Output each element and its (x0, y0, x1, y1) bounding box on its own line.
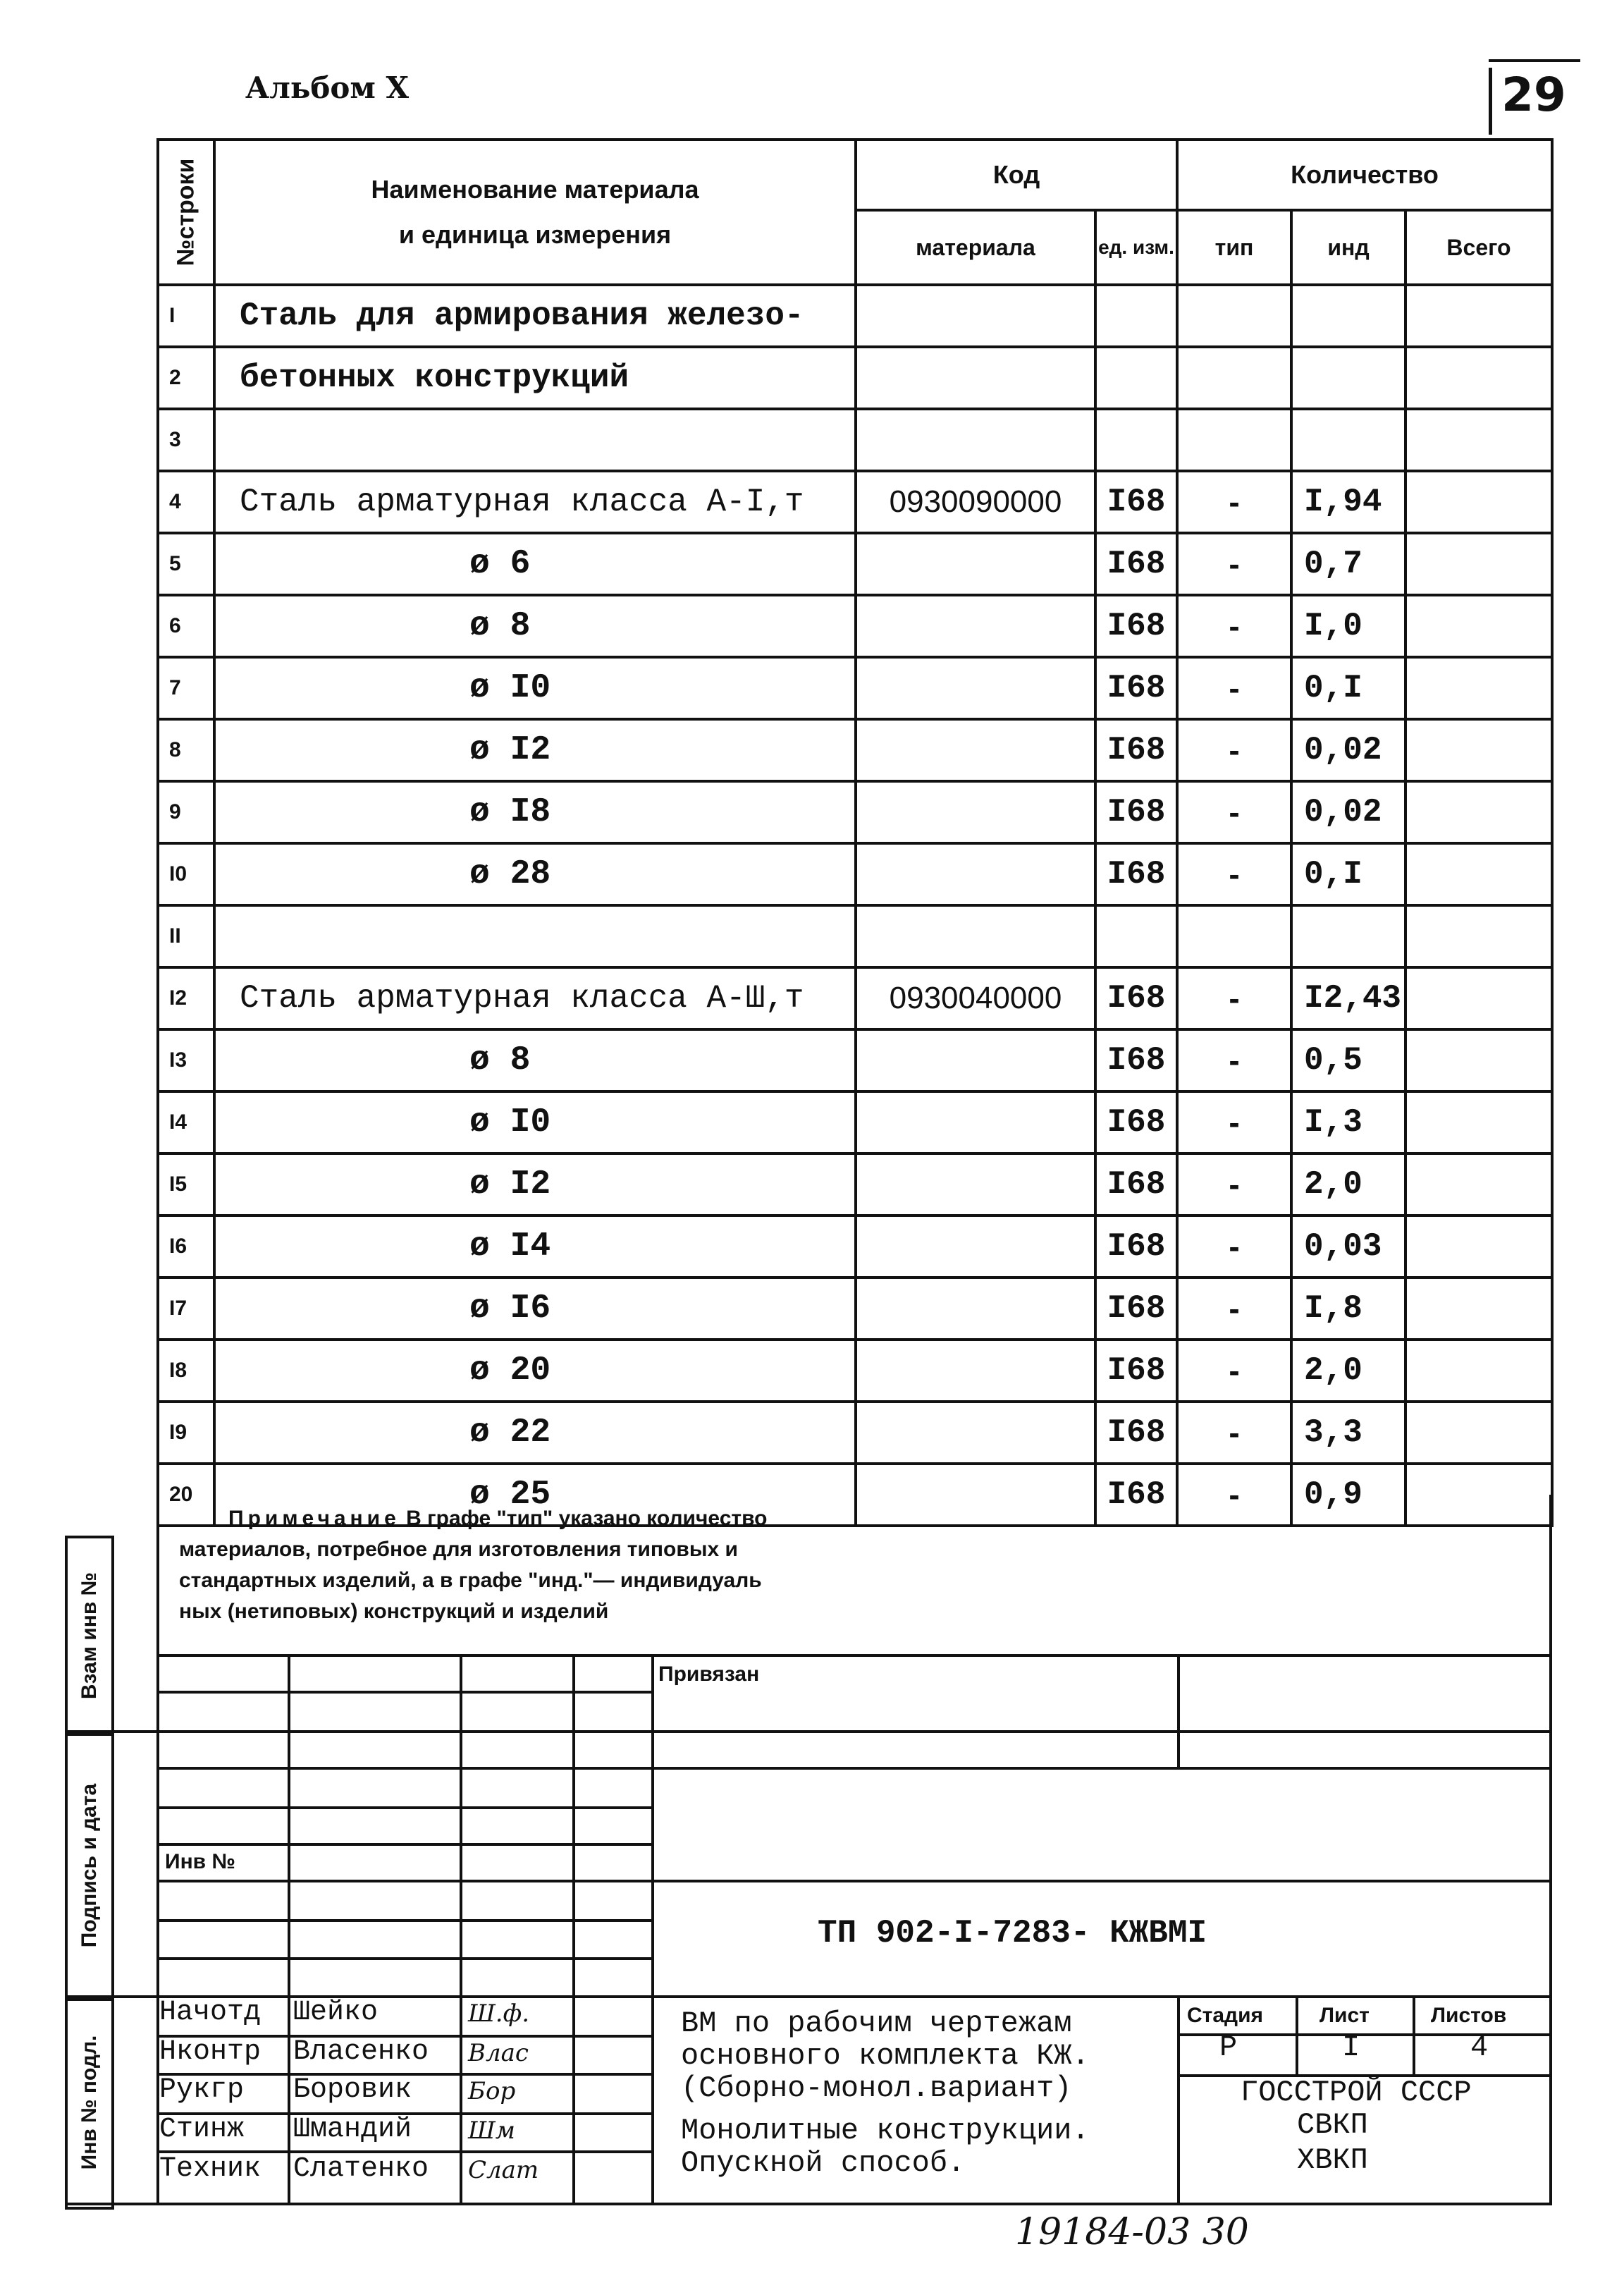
material-code (856, 1091, 1095, 1153)
tb-sheet-value: I (1342, 2031, 1360, 2064)
qty-total (1405, 471, 1552, 533)
tb-line (156, 1806, 653, 1809)
note-line-3: стандартных изделий, а в графе "инд."— индивидуаль (179, 1569, 762, 1592)
qty-ind: 2,0 (1291, 1153, 1405, 1216)
album-label: Альбом X (245, 71, 410, 105)
material-code (856, 533, 1095, 595)
qty-total (1405, 1464, 1552, 1526)
qty-ind: 0,I (1291, 657, 1405, 719)
tb-line (156, 1880, 1552, 1882)
row-number: I6 (158, 1216, 214, 1278)
row-number: 3 (158, 409, 214, 471)
table-row (158, 533, 1552, 595)
row-number: I5 (158, 1153, 214, 1216)
material-name (214, 409, 856, 471)
unit-code: I68 (1095, 1029, 1177, 1091)
note-line-1: В графе "тип" указано количество (406, 1507, 768, 1530)
material-name: ø 6 (214, 533, 856, 595)
material-code (856, 347, 1095, 409)
qty-total (1405, 905, 1552, 967)
qty-ind: 2,0 (1291, 1340, 1405, 1402)
unit-code: I68 (1095, 1340, 1177, 1402)
qty-tip: - (1177, 471, 1291, 533)
tb-org-2: СВКП (1297, 2108, 1368, 2142)
material-name: ø 8 (214, 595, 856, 657)
qty-ind: I,94 (1291, 471, 1405, 533)
table-row (158, 1340, 1552, 1402)
row-number: I3 (158, 1029, 214, 1091)
tb-desc-line: Опускной способ. (681, 2146, 966, 2180)
staff-signature: Слат (468, 2156, 539, 2184)
tb-inv-no: Инв № (165, 1850, 235, 1873)
tb-sheets-label: Листов (1431, 2004, 1507, 2027)
note-line-4: ных (нетиповых) конструкций и изделий (179, 1600, 609, 1623)
unit-code: I68 (1095, 719, 1177, 781)
material-code (856, 1402, 1095, 1464)
staff-signature: Шм (468, 2117, 515, 2145)
qty-ind: 0,9 (1291, 1464, 1405, 1526)
document-code: ТП 902-I-7283- КЖВМI (818, 1915, 1207, 1952)
table-row (158, 595, 1552, 657)
tb-org-1: ГОССТРОЙ СССР (1241, 2076, 1472, 2110)
unit-code (1095, 905, 1177, 967)
material-code (856, 1153, 1095, 1216)
table-row (158, 905, 1552, 967)
qty-total (1405, 347, 1552, 409)
qty-ind: 0,02 (1291, 781, 1405, 843)
qty-ind: 0,7 (1291, 533, 1405, 595)
qty-tip: - (1177, 1153, 1291, 1216)
table-row (158, 657, 1552, 719)
tb-privyazan: Привязан (658, 1663, 760, 1686)
header-qty-total: Всего (1405, 210, 1552, 285)
staff-name: Боровик (293, 2074, 412, 2106)
qty-total (1405, 1340, 1552, 1402)
material-spec-table (156, 138, 1554, 1527)
table-row (158, 719, 1552, 781)
staff-name: Власенко (293, 2036, 429, 2068)
material-code (856, 905, 1095, 967)
unit-code: I68 (1095, 595, 1177, 657)
row-number: 8 (158, 719, 214, 781)
row-number: I (158, 285, 214, 347)
qty-tip (1177, 409, 1291, 471)
material-name: ø 20 (214, 1340, 856, 1402)
unit-code: I68 (1095, 1216, 1177, 1278)
material-name: ø 8 (214, 1029, 856, 1091)
row-number: I4 (158, 1091, 214, 1153)
row-number: II (158, 905, 214, 967)
qty-tip: - (1177, 719, 1291, 781)
unit-code: I68 (1095, 471, 1177, 533)
header-code: Код (856, 140, 1177, 210)
note-block (179, 1503, 1025, 1627)
material-name: Сталь арматурная класса А-Ш,т (214, 967, 856, 1029)
unit-code (1095, 285, 1177, 347)
qty-ind: I,3 (1291, 1091, 1405, 1153)
material-name: бетонных конструкций (214, 347, 856, 409)
header-qty-ind: инд (1291, 210, 1405, 285)
material-name: ø I4 (214, 1216, 856, 1278)
qty-ind (1291, 285, 1405, 347)
tb-line (156, 1843, 653, 1846)
qty-tip: - (1177, 1278, 1291, 1340)
tb-desc-line: Монолитные конструкции. (681, 2114, 1090, 2148)
qty-tip: - (1177, 1216, 1291, 1278)
tb-col (460, 1654, 462, 2204)
row-number: 5 (158, 533, 214, 595)
row-number: I9 (158, 1402, 214, 1464)
table-row (158, 1091, 1552, 1153)
qty-total (1405, 657, 1552, 719)
material-code: 0930040000 (856, 967, 1095, 1029)
unit-code: I68 (1095, 657, 1177, 719)
staff-signature: Бор (468, 2077, 516, 2105)
sheet-number-divider (1489, 68, 1492, 135)
staff-role: Нконтр (159, 2036, 262, 2068)
staff-name: Шейко (293, 1997, 379, 2028)
header-qty-tip: тип (1177, 210, 1291, 285)
qty-ind: I,0 (1291, 595, 1405, 657)
staff-signature: Влас (468, 2039, 529, 2067)
row-number: I2 (158, 967, 214, 1029)
tb-desc-line: ВМ по рабочим чертежам (681, 2007, 1072, 2040)
note-line-2: материалов, потребное для изготовления типовых и (179, 1538, 738, 1561)
material-code (856, 285, 1095, 347)
qty-tip: - (1177, 533, 1291, 595)
material-name (214, 905, 856, 967)
unit-code: I68 (1095, 843, 1177, 905)
row-number: 20 (158, 1464, 214, 1526)
unit-code: I68 (1095, 1153, 1177, 1216)
material-name: Сталь для армирования железо- (214, 285, 856, 347)
tb-col (1413, 1995, 1415, 2074)
qty-tip (1177, 905, 1291, 967)
row-number: I8 (158, 1340, 214, 1402)
material-name: ø 22 (214, 1402, 856, 1464)
footer-handwritten-number: 19184-03 30 (1015, 2211, 1249, 2253)
material-name: ø I8 (214, 781, 856, 843)
row-number: I7 (158, 1278, 214, 1340)
material-code (856, 657, 1095, 719)
material-code (856, 1216, 1095, 1278)
tb-line (109, 1730, 1552, 1733)
tb-col (288, 1654, 290, 2204)
qty-ind: 0,5 (1291, 1029, 1405, 1091)
qty-tip: - (1177, 967, 1291, 1029)
material-name: ø I0 (214, 657, 856, 719)
spec-table-body (158, 285, 1552, 1526)
material-code (856, 595, 1095, 657)
material-name: ø I6 (214, 1278, 856, 1340)
table-row (158, 967, 1552, 1029)
tb-line (156, 1691, 653, 1694)
qty-tip: - (1177, 1029, 1291, 1091)
unit-code: I68 (1095, 967, 1177, 1029)
margin-replace-inv: Взам инв № (65, 1536, 114, 1736)
material-name: ø I2 (214, 1153, 856, 1216)
tb-desc-line: (Сборно-монол.вариант) (681, 2071, 1072, 2105)
material-code (856, 843, 1095, 905)
header-material-name: Наименование материала и единица измерения (214, 140, 856, 285)
qty-ind: I,8 (1291, 1278, 1405, 1340)
header-code-unit: ед. изм. (1095, 210, 1177, 285)
table-row (158, 285, 1552, 347)
header-code-material: материала (856, 210, 1095, 285)
qty-total (1405, 533, 1552, 595)
tb-line (156, 1767, 1552, 1770)
material-code (856, 1278, 1095, 1340)
qty-total (1405, 1278, 1552, 1340)
table-row (158, 1216, 1552, 1278)
row-number: 7 (158, 657, 214, 719)
qty-ind (1291, 409, 1405, 471)
tb-line (156, 1919, 653, 1922)
tb-col (1177, 1995, 1180, 2204)
qty-ind: 3,3 (1291, 1402, 1405, 1464)
staff-signature: Ш.ф. (468, 2000, 530, 2028)
table-row (158, 1402, 1552, 1464)
tb-col (651, 1654, 654, 2204)
material-code (856, 1029, 1095, 1091)
qty-tip: - (1177, 595, 1291, 657)
qty-total (1405, 1216, 1552, 1278)
tb-sheets-value: 4 (1470, 2031, 1489, 2064)
qty-tip: - (1177, 1402, 1291, 1464)
qty-tip: - (1177, 1340, 1291, 1402)
unit-code: I68 (1095, 1091, 1177, 1153)
tb-sheet-label: Лист (1320, 2004, 1370, 2027)
staff-name: Слатенко (293, 2153, 429, 2185)
qty-ind (1291, 905, 1405, 967)
row-number: I0 (158, 843, 214, 905)
row-number: 6 (158, 595, 214, 657)
tb-stage-value: Р (1219, 2031, 1238, 2064)
staff-role: Техник (159, 2153, 262, 2185)
tb-stage-label: Стадия (1187, 2004, 1264, 2027)
tb-line (156, 1957, 653, 1960)
qty-total (1405, 843, 1552, 905)
sheet-number: 29 (1501, 68, 1566, 122)
staff-role: Стинж (159, 2114, 245, 2145)
qty-total (1405, 595, 1552, 657)
qty-total (1405, 1091, 1552, 1153)
qty-tip (1177, 347, 1291, 409)
note-label: Примечание (228, 1507, 400, 1530)
staff-role: Рукгр (159, 2074, 245, 2106)
tb-right-border (1549, 1495, 1552, 2205)
qty-tip: - (1177, 1091, 1291, 1153)
qty-tip: - (1177, 781, 1291, 843)
qty-ind (1291, 347, 1405, 409)
unit-code (1095, 347, 1177, 409)
material-code (856, 781, 1095, 843)
material-name: ø 25 (214, 1464, 856, 1526)
qty-tip: - (1177, 843, 1291, 905)
margin-signature-date: Подпись и дата (65, 1730, 114, 2001)
qty-total (1405, 719, 1552, 781)
header-row-number: №строки (158, 140, 214, 285)
qty-ind: 0,03 (1291, 1216, 1405, 1278)
material-code: 0930090000 (856, 471, 1095, 533)
qty-ind: 0,02 (1291, 719, 1405, 781)
table-row (158, 1153, 1552, 1216)
unit-code: I68 (1095, 1464, 1177, 1526)
unit-code: I68 (1095, 1402, 1177, 1464)
qty-total (1405, 1402, 1552, 1464)
qty-tip (1177, 285, 1291, 347)
header-quantity: Количество (1177, 140, 1552, 210)
staff-role: Начотд (159, 1997, 262, 2028)
table-row (158, 409, 1552, 471)
material-name: ø I2 (214, 719, 856, 781)
unit-code (1095, 409, 1177, 471)
sheet-number-rule (1489, 59, 1580, 62)
tb-desc-line: основного комплекта КЖ. (681, 2039, 1090, 2073)
tb-line (156, 1654, 1552, 1657)
tb-org-3: ХВКП (1297, 2143, 1368, 2177)
row-number: 4 (158, 471, 214, 533)
qty-tip: - (1177, 657, 1291, 719)
material-code (856, 409, 1095, 471)
staff-name: Шмандий (293, 2114, 412, 2145)
tb-col (572, 1654, 575, 2204)
qty-total (1405, 967, 1552, 1029)
table-row (158, 471, 1552, 533)
material-name: ø 28 (214, 843, 856, 905)
table-row (158, 347, 1552, 409)
margin-inv-original: Инв № подл. (65, 1995, 114, 2210)
qty-total (1405, 1029, 1552, 1091)
unit-code: I68 (1095, 1278, 1177, 1340)
qty-tip: - (1177, 1464, 1291, 1526)
qty-total (1405, 409, 1552, 471)
table-row (158, 1029, 1552, 1091)
tb-col (1177, 1654, 1180, 1767)
qty-total (1405, 781, 1552, 843)
tb-col (1296, 1995, 1298, 2074)
row-number: 9 (158, 781, 214, 843)
table-row (158, 843, 1552, 905)
table-row (158, 781, 1552, 843)
material-name: ø I0 (214, 1091, 856, 1153)
qty-total (1405, 285, 1552, 347)
qty-ind: 0,I (1291, 843, 1405, 905)
qty-ind: I2,43 (1291, 967, 1405, 1029)
row-number: 2 (158, 347, 214, 409)
qty-total (1405, 1153, 1552, 1216)
unit-code: I68 (1095, 781, 1177, 843)
material-code (856, 719, 1095, 781)
material-name: Сталь арматурная класса А-I,т (214, 471, 856, 533)
unit-code: I68 (1095, 533, 1177, 595)
table-row (158, 1278, 1552, 1340)
material-code (856, 1340, 1095, 1402)
